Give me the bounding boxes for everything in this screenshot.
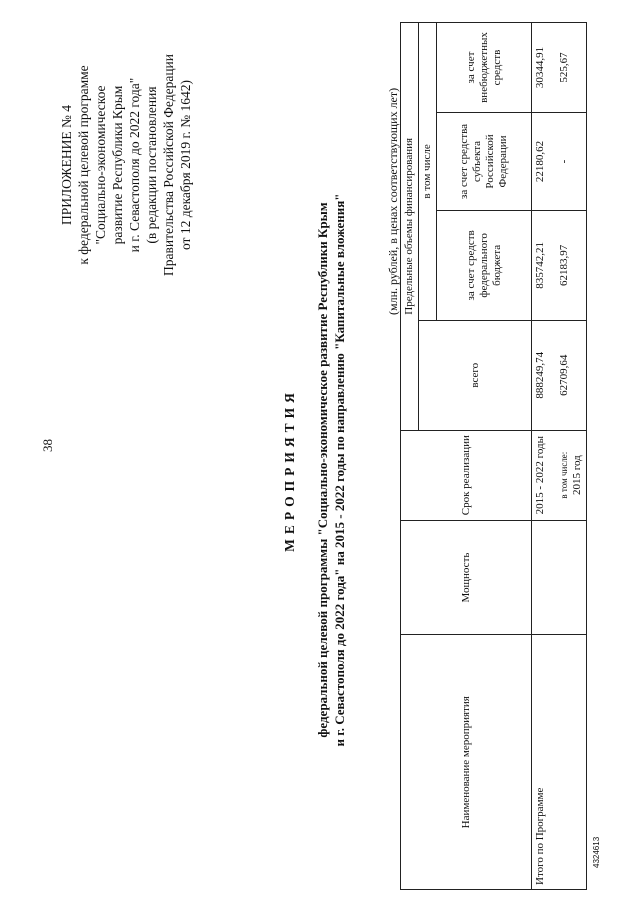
header-including: в том числе	[419, 23, 437, 321]
header-financing: Предельные объемы финансирования	[401, 23, 419, 431]
cell-capacity	[556, 520, 587, 635]
appendix-line: (в редакции постановления	[144, 86, 159, 244]
document-code: 4324613	[592, 836, 601, 868]
table-row	[556, 23, 587, 890]
appendix-line: развитие Республики Крым	[110, 85, 125, 245]
appendix-line: и г. Севастополя до 2022 года"	[127, 77, 142, 253]
cell-subject: 22180,62	[532, 113, 557, 211]
rotated-page-content	[20, 20, 620, 890]
header-extra: за счет внебюджетных средств	[437, 23, 532, 113]
header-subject: за счет средства субъекта Российской Федерации	[437, 113, 532, 211]
appendix-line: Правительства Российской Федерации	[161, 54, 176, 276]
appendix-block	[58, 40, 194, 290]
appendix-line: "Социально-экономическое	[93, 85, 108, 245]
table-row	[532, 23, 557, 890]
cell-extra: 525,67	[556, 23, 587, 113]
cell-period: 2015 - 2022 годы	[532, 430, 557, 520]
header-federal: за счет средств федерального бюджета	[437, 210, 532, 320]
measures-table	[400, 22, 587, 890]
cell-capacity	[532, 520, 557, 635]
header-capacity: Мощность	[401, 520, 532, 635]
document-title: МЕРОПРИЯТИЯ	[282, 388, 297, 552]
cell-name	[556, 635, 587, 890]
appendix-line: ПРИЛОЖЕНИЕ № 4	[59, 104, 74, 226]
units-note: (млн. рублей, в ценах соответствующих лет)	[386, 87, 400, 315]
document-subtitle-line2: и г. Севастополя до 2022 года" на 2015 - 2022 годы по направлению "Капитальные вложения"	[332, 193, 347, 747]
cell-extra: 30344,91	[532, 23, 557, 113]
page-number: 38	[40, 439, 55, 452]
cell-period-prefix: в том числе:	[559, 451, 569, 499]
document-subtitle-line1: федеральной целевой программы "Социально-экономическое развитие Республики Крым	[315, 202, 330, 738]
appendix-line: к федеральной целевой программе	[76, 65, 91, 265]
cell-total: 888249,74	[532, 320, 557, 430]
header-period: Срок реализации	[401, 430, 532, 520]
cell-total: 62709,64	[556, 320, 587, 430]
cell-subject: -	[556, 113, 587, 211]
cell-federal: 835742,21	[532, 210, 557, 320]
header-name: Наименование мероприятия	[401, 635, 532, 890]
cell-period	[556, 430, 587, 520]
cell-name: Итого по Программе	[532, 635, 557, 890]
header-total: всего	[419, 320, 532, 430]
cell-period-value: 2015 год	[571, 455, 583, 496]
cell-federal: 62183,97	[556, 210, 587, 320]
document-heading	[282, 110, 348, 830]
appendix-line: от 12 декабря 2019 г. № 1642)	[178, 79, 193, 251]
